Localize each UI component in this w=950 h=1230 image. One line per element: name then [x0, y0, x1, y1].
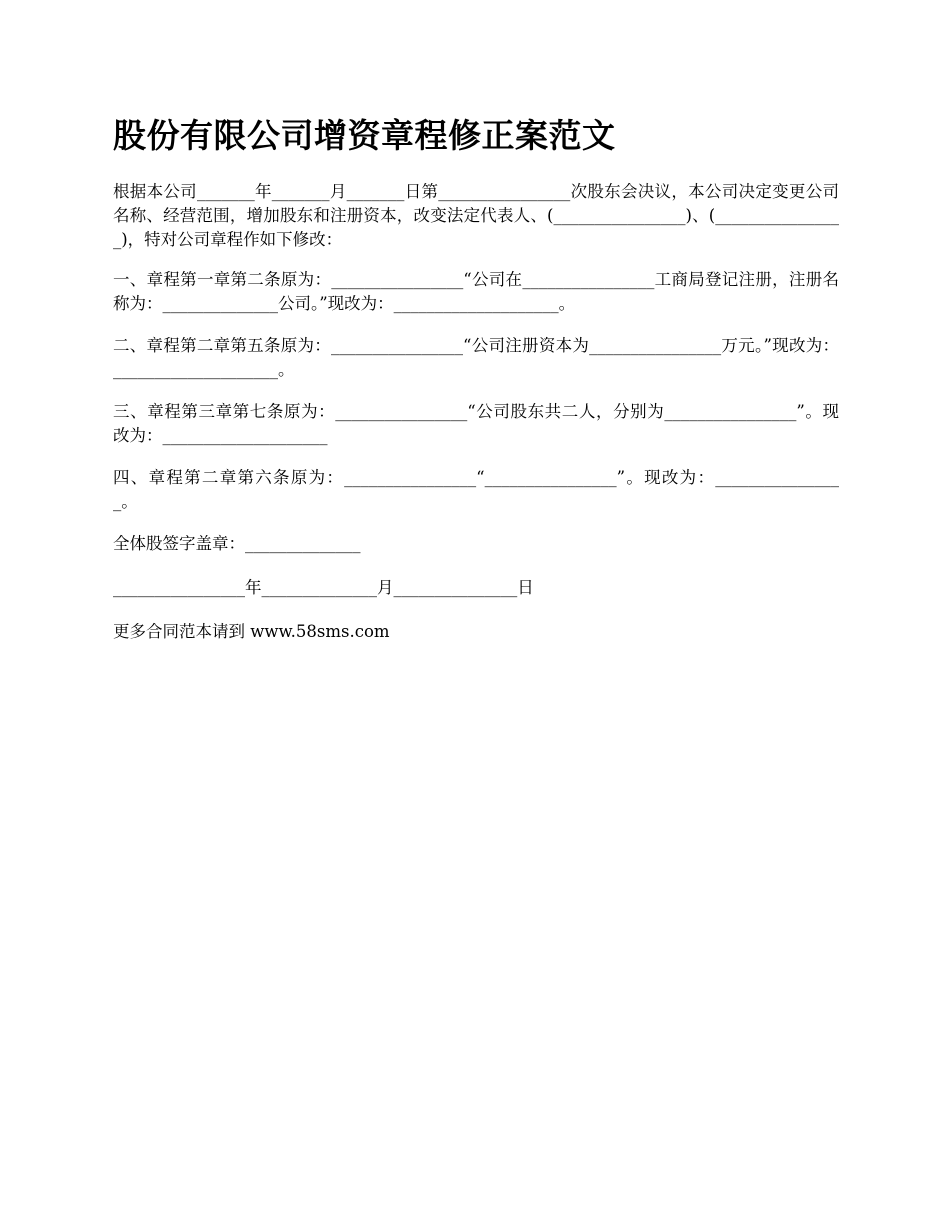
amendment-clause-3: 三、章程第三章第七条原为：________________“公司股东共二人，分别为________________”。现改为：____________________ — [113, 402, 839, 445]
amendment-clause-2: 二、章程第二章第五条原为：________________“公司注册资本为________________万元。”现改为：____________________。 — [113, 336, 839, 379]
document-page — [113, 112, 839, 644]
footer-note: 更多合同范本请到 www.58sms.com — [113, 622, 390, 641]
amendment-clause-4: 四、章程第二章第六条原为：________________“________________”。现改为：________________。 — [113, 468, 839, 511]
date-line: ________________年______________月_______________日 — [113, 578, 534, 597]
intro-paragraph: 根据本公司_______年_______月_______日第________________次股东会决议，本公司决定变更公司名称、经营范围，增加股东和注册资本，改变法定代表人、(________________)、(________________)，特对公司章程作如下修改： — [113, 182, 839, 249]
amendment-clause-1: 一、章程第一章第二条原为：________________“公司在________________工商局登记注册，注册名称为：______________公司。”现改为：____________________。 — [113, 270, 839, 313]
signature-line: 全体股签字盖章：______________ — [113, 534, 361, 553]
document-title: 股份有限公司增资章程修正案范文 — [113, 116, 616, 155]
